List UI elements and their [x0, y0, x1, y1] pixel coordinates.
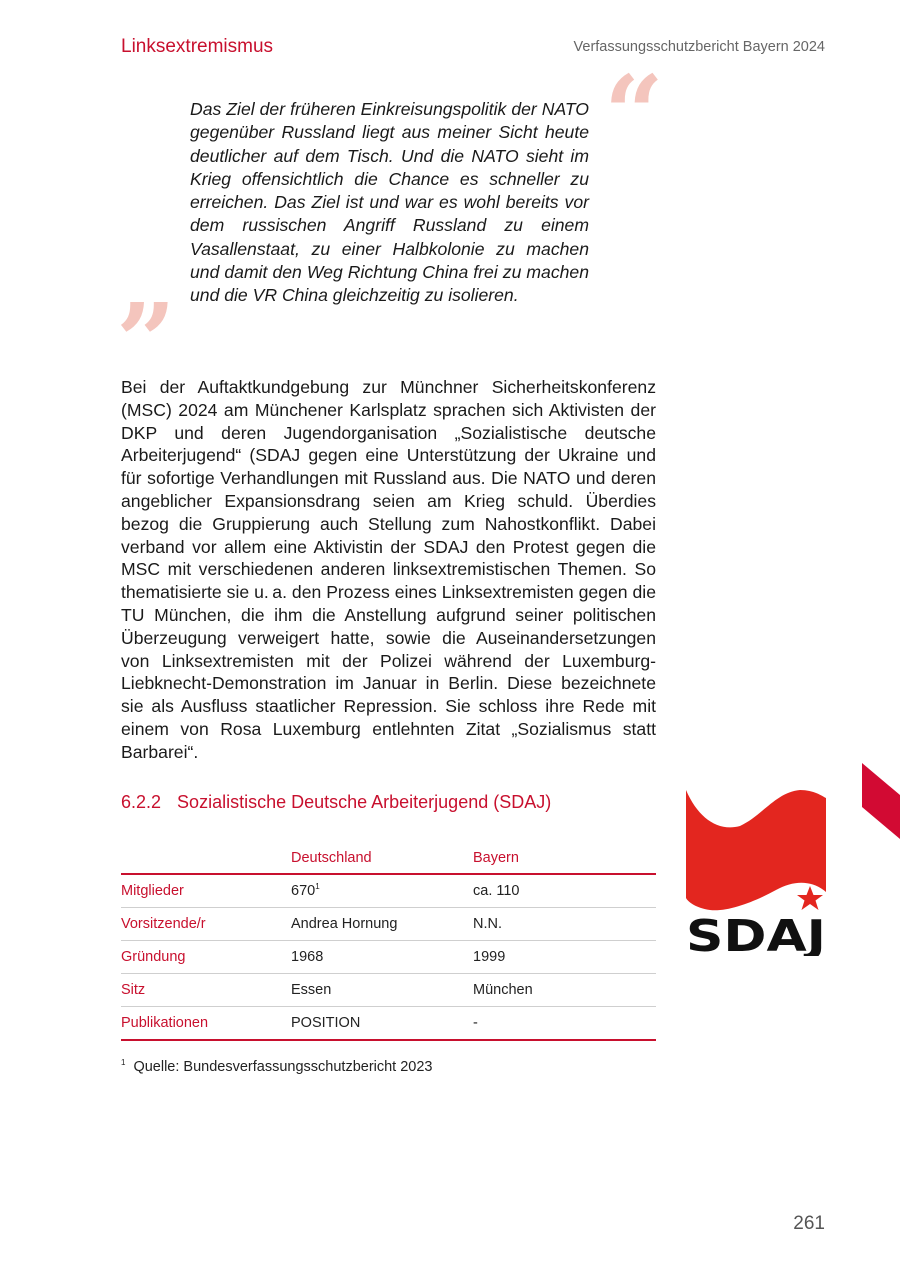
column-header-empty [121, 845, 291, 874]
cell-bayern: ca. 110 [473, 874, 656, 908]
red-flag-icon [684, 788, 826, 956]
row-label: Publikationen [121, 1007, 291, 1041]
cell-deutschland: Essen [291, 974, 473, 1007]
star-icon [797, 886, 823, 910]
chapter-title: Linksextremismus [121, 36, 274, 57]
row-label: Vorsitzende/r [121, 908, 291, 941]
row-label: Sitz [121, 974, 291, 1007]
footnote [121, 1059, 433, 1075]
table-row [121, 941, 656, 974]
row-label: Gründung [121, 941, 291, 974]
footnote-marker: 1 [121, 1058, 126, 1068]
cell-deutschland: POSITION [291, 1007, 473, 1041]
close-quote-icon: ” [116, 280, 168, 403]
cell-value: 670 [291, 883, 316, 899]
table-row [121, 874, 656, 908]
section-title: Sozialistische Deutsche Arbeiterjugend (SDAJ) [177, 792, 552, 812]
table-row [121, 974, 656, 1007]
open-quote-icon: “ [604, 52, 656, 175]
cell-bayern: München [473, 974, 656, 1007]
column-header-bayern: Bayern [473, 845, 656, 874]
column-header-deutschland: Deutschland [291, 845, 473, 874]
cell-deutschland [291, 874, 473, 908]
cell-bayern: 1999 [473, 941, 656, 974]
logo-text: SDAJ [686, 911, 826, 956]
footnote-ref[interactable]: 1 [315, 882, 320, 892]
sdaj-logo [684, 788, 826, 956]
page-number: 261 [793, 1213, 825, 1234]
cell-bayern: N.N. [473, 908, 656, 941]
organization-facts-table [121, 845, 656, 1041]
cell-deutschland: 1968 [291, 941, 473, 974]
chapter-tab-marker [862, 763, 900, 844]
section-heading [121, 792, 551, 813]
row-label: Mitglieder [121, 874, 291, 908]
section-number: 6.2.2 [121, 792, 162, 812]
footnote-text: Quelle: Bundesverfassungsschutzbericht 2023 [133, 1059, 433, 1075]
table-header-row [121, 845, 656, 874]
table-row [121, 1007, 656, 1041]
block-quote: Das Ziel der früheren Einkreisungspolitik der NATO gegenüber Russland liegt aus meiner Sicht heute deutlicher auf dem Tisch. Und die NATO sieht im Krieg offensichtlich die Chance es schneller zu erreichen. Das Ziel ist und war es wohl bereits vor dem russischen Angriff Russland zu einem Vasallenstaat, zu einer Halbkolonie zu machen und damit den Weg Richtung China frei zu machen und die VR China gleichzeitig zu isolieren. [190, 99, 589, 306]
publication-title: Verfassungsschutzbericht Bayern 2024 [573, 39, 825, 55]
body-paragraph: Bei der Auftaktkundgebung zur Münchner Sicherheitskonferenz (MSC) 2024 am Münchener Karlsplatz sprachen sich Aktivisten der DKP und deren Jugendorganisation „Sozialistische deutsche Arbeiterjugend“ (SDAJ gegen eine Unterstützung der Ukraine und für sofortige Verhandlungen mit Russland aus. Die NATO und deren angeblicher Expansionsdrang seien am Krieg schuld. Überdies bezog die Gruppierung auch Stellung zum Nahostkonflikt. Dabei verband vor allem eine Aktivistin der SDAJ den Protest gegen die MSC mit verschiedenen anderen linksextremistischen Themen. So thematisierte sie u. a. den Prozess eines Linksextremisten gegen die TU München, die ihm die Anstellung aufgrund seiner politischen Überzeugung verweigert hatte, sowie die Auseinandersetzungen von Linksextremisten mit der Polizei während der Luxemburg-Liebknecht-Demonstration im Januar in Berlin. Diese bezeichnete sie als Ausfluss staatlicher Repression. Sie schloss ihre Rede mit einem von Rosa Luxemburg entlehnten Zitat „Sozialismus statt Barbarei“. [121, 377, 656, 762]
cell-bayern: - [473, 1007, 656, 1041]
cell-deutschland: Andrea Hornung [291, 908, 473, 941]
table-row [121, 908, 656, 941]
